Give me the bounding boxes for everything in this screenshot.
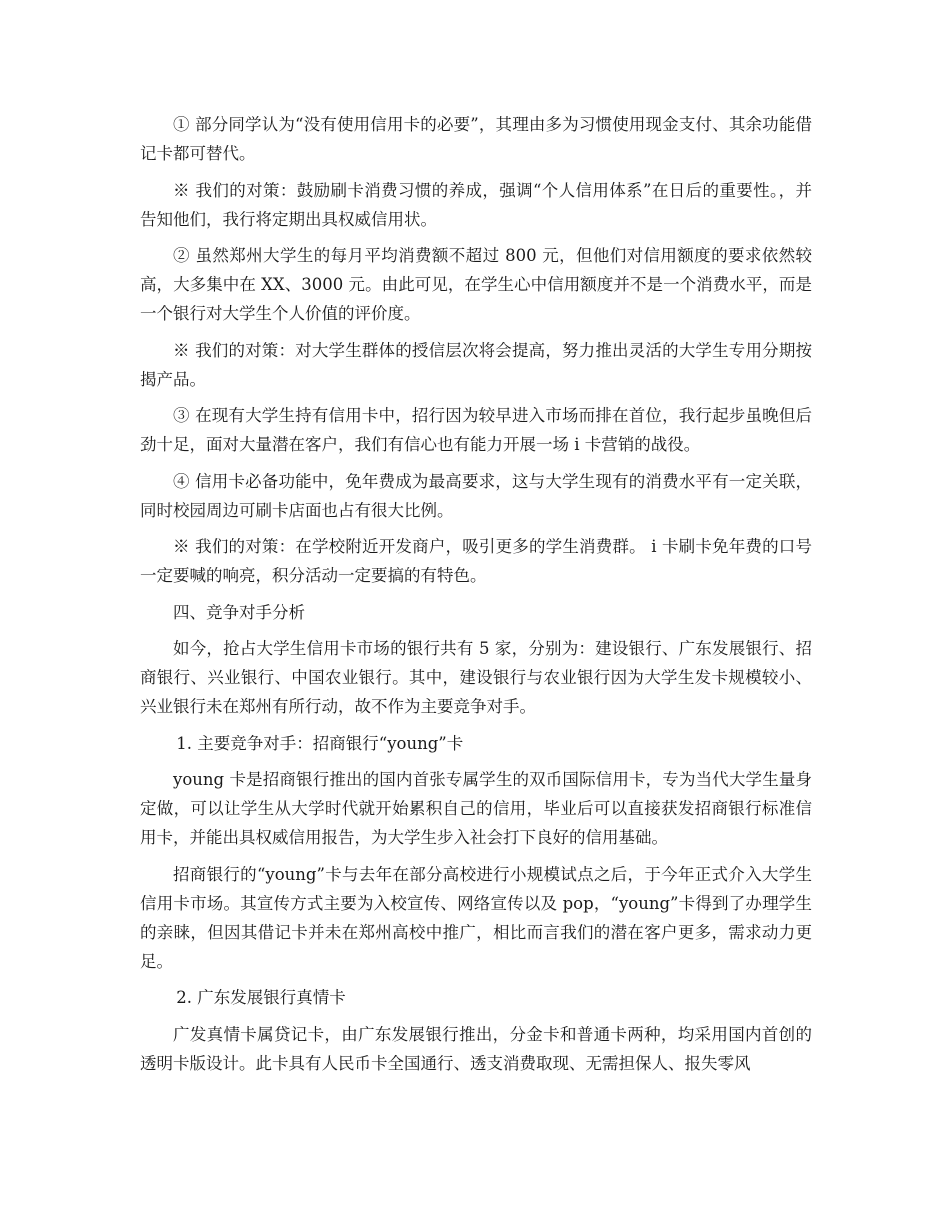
paragraph-reason-4: ④ 信用卡必备功能中，免年费成为最高要求，这与大学生现有的消费水平有一定关联，同时校园周边可刷卡店面也占有很大比例。 <box>140 471 812 520</box>
paragraph-reason-1: ① 部分同学认为“没有使用信用卡的必要”，其理由多为习惯使用现金支付、其余功能借记卡都可替代。 <box>140 115 812 163</box>
subheading-cgb-card: 2. 广东发展银行真情卡 <box>176 988 346 1007</box>
paragraph-countermeasure-3: ※ 我们的对策：在学校附近开发商户，吸引更多的学生消费群。 i 卡刷卡免年费的口号一定要喊的响亮，积分活动一定要搞的有特色。 <box>140 537 812 585</box>
section-heading-competitor-analysis: 四、竞争对手分析 <box>173 602 305 622</box>
paragraph-countermeasure-1: ※ 我们的对策：鼓励刷卡消费习惯的养成，强调“个人信用体系”在日后的重要性。，并告知他们，我行将定期出具权威信用状。 <box>140 180 812 229</box>
paragraph-young-card-intro: young 卡是招商银行推出的国内首张专属学生的双币国际信用卡，专为当代大学生量身定做，可以让学生从大学时代就开始累积自己的信用，毕业后可以直接获发招商银行标准信用卡，并能出具权威信用报告，为大学生步入社会打下良好的信用基础。 <box>140 770 812 847</box>
paragraph-young-card-market: 招商银行的“young”卡与去年在部分高校进行小规模试点之后，于今年正式介入大学生信用卡市场。其宣传方式主要为入校宣传、网络宣传以及 pop，“young”卡得到了办理学生的亲睐，但因其借记卡并未在郑州高校中推广，相比而言我们的潜在客户更多，需求动力更足。 <box>140 864 812 971</box>
subheading-cmb-young-card: 1. 主要竞争对手：招商银行“young”卡 <box>176 733 464 753</box>
paragraph-countermeasure-2: ※ 我们的对策：对大学生群体的授信层次将会提高，努力推出灵活的大学生专用分期按揭产品。 <box>140 340 812 389</box>
document-body <box>140 110 812 1085</box>
paragraph-reason-2: ② 虽然郑州大学生的每月平均消费额不超过 800 元，但他们对信用额度的要求依然较高，大多集中在 XX、3000 元。由此可见，在学生心中信用额度并不是一个消费水平，而是一个银行对大学生个人价值的评价度。 <box>140 246 812 323</box>
paragraph-reason-3: ③ 在现有大学生持有信用卡中，招行因为较早进入市场而排在首位，我行起步虽晚但后劲十足，面对大量潜在客户，我们有信心也有能力开展一场 i 卡营销的战役。 <box>140 406 812 454</box>
paragraph-cgb-card-intro: 广发真情卡属贷记卡，由广东发展银行推出，分金卡和普通卡两种，均采用国内首创的透明卡版设计。此卡具有人民币卡全国通行、透支消费取现、无需担保人、报失零风 <box>140 1024 812 1073</box>
paragraph-market-overview: 如今，抢占大学生信用卡市场的银行共有 5 家，分别为：建设银行、广东发展银行、招商银行、兴业银行、中国农业银行。其中，建设银行与农业银行因为大学生发卡规模较小、兴业银行未在郑州有所行动，故不作为主要竞争对手。 <box>140 639 812 716</box>
